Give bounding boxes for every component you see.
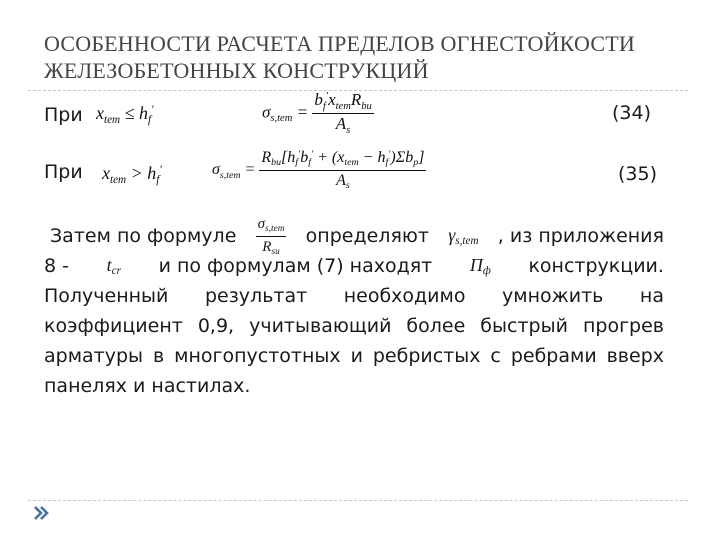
- text-formulas-find: и по формулам (7) находят: [158, 255, 433, 277]
- text-word: на: [639, 285, 664, 307]
- text-from-appendix: , из приложения: [497, 225, 664, 247]
- text-line: арматуры в многопустотных и ребристых с ребрами вверх: [44, 345, 664, 367]
- inline-p-f: $П_ф$: [469, 254, 491, 278]
- slide-title: [44, 30, 684, 84]
- inline-gamma-s-tem: $\gamma_{s,tem}$: [448, 224, 479, 248]
- body-paragraph: [44, 215, 664, 401]
- case1-condition: $x_{tem} \le h_f'$: [96, 103, 154, 126]
- case2-formula: $\sigma_{s,tem}$ = $\frac{R_{bu}[h_f'b_f' + (x_{tem} - h_f')\Sigma b_p]}{A_s}$: [212, 148, 425, 192]
- paragraph-line-6: [44, 371, 664, 401]
- text-word: Полученный: [44, 285, 169, 307]
- text-then-by-formula: Затем по формуле: [50, 225, 237, 247]
- text-word: результат: [204, 285, 308, 307]
- paragraph-line-3: [44, 281, 664, 311]
- title-line-2: ЖЕЛЕЗОБЕТОННЫХ КОНСТРУКЦИЙ: [44, 58, 429, 83]
- equation-number-34: (34): [612, 102, 652, 124]
- text-line: коэффициент 0,9, учитывающий более быстрый прогрев: [44, 315, 664, 337]
- text-construction: конструкции.: [528, 255, 664, 277]
- paragraph-line-4: [44, 311, 664, 341]
- paragraph-line-1: [44, 215, 664, 257]
- text-determine: определяют: [305, 225, 429, 247]
- case2-condition: $x_{tem} > h_f'$: [102, 163, 162, 186]
- chevron-double-right-icon[interactable]: [32, 504, 50, 526]
- text-word: необходимо: [343, 285, 466, 307]
- case1-prefix: При: [44, 104, 83, 126]
- inline-t-cr: $t_{cr}$: [106, 254, 121, 278]
- inline-ratio-sigma-over-rsu: $\frac{\sigma_{s,tem}}{R_{su}}$: [257, 215, 285, 257]
- title-line-1: ОСОБЕННОСТИ РАСЧЕТА ПРЕДЕЛОВ ОГНЕСТОЙКОСТИ: [44, 31, 635, 56]
- case2-prefix: При: [44, 161, 83, 183]
- footer-divider: [28, 500, 688, 501]
- text-eight-dash: 8 -: [44, 255, 69, 277]
- paragraph-line-5: [44, 341, 664, 371]
- paragraph-line-2: [44, 251, 664, 281]
- equation-number-35: (35): [618, 163, 658, 185]
- text-word: умножить: [502, 285, 604, 307]
- text-line: панелях и настилах.: [44, 375, 251, 397]
- case1-formula: $\sigma_{s,tem}$ = $\frac{b_f'x_{tem}R_{bu}}{A_s}$: [262, 90, 372, 136]
